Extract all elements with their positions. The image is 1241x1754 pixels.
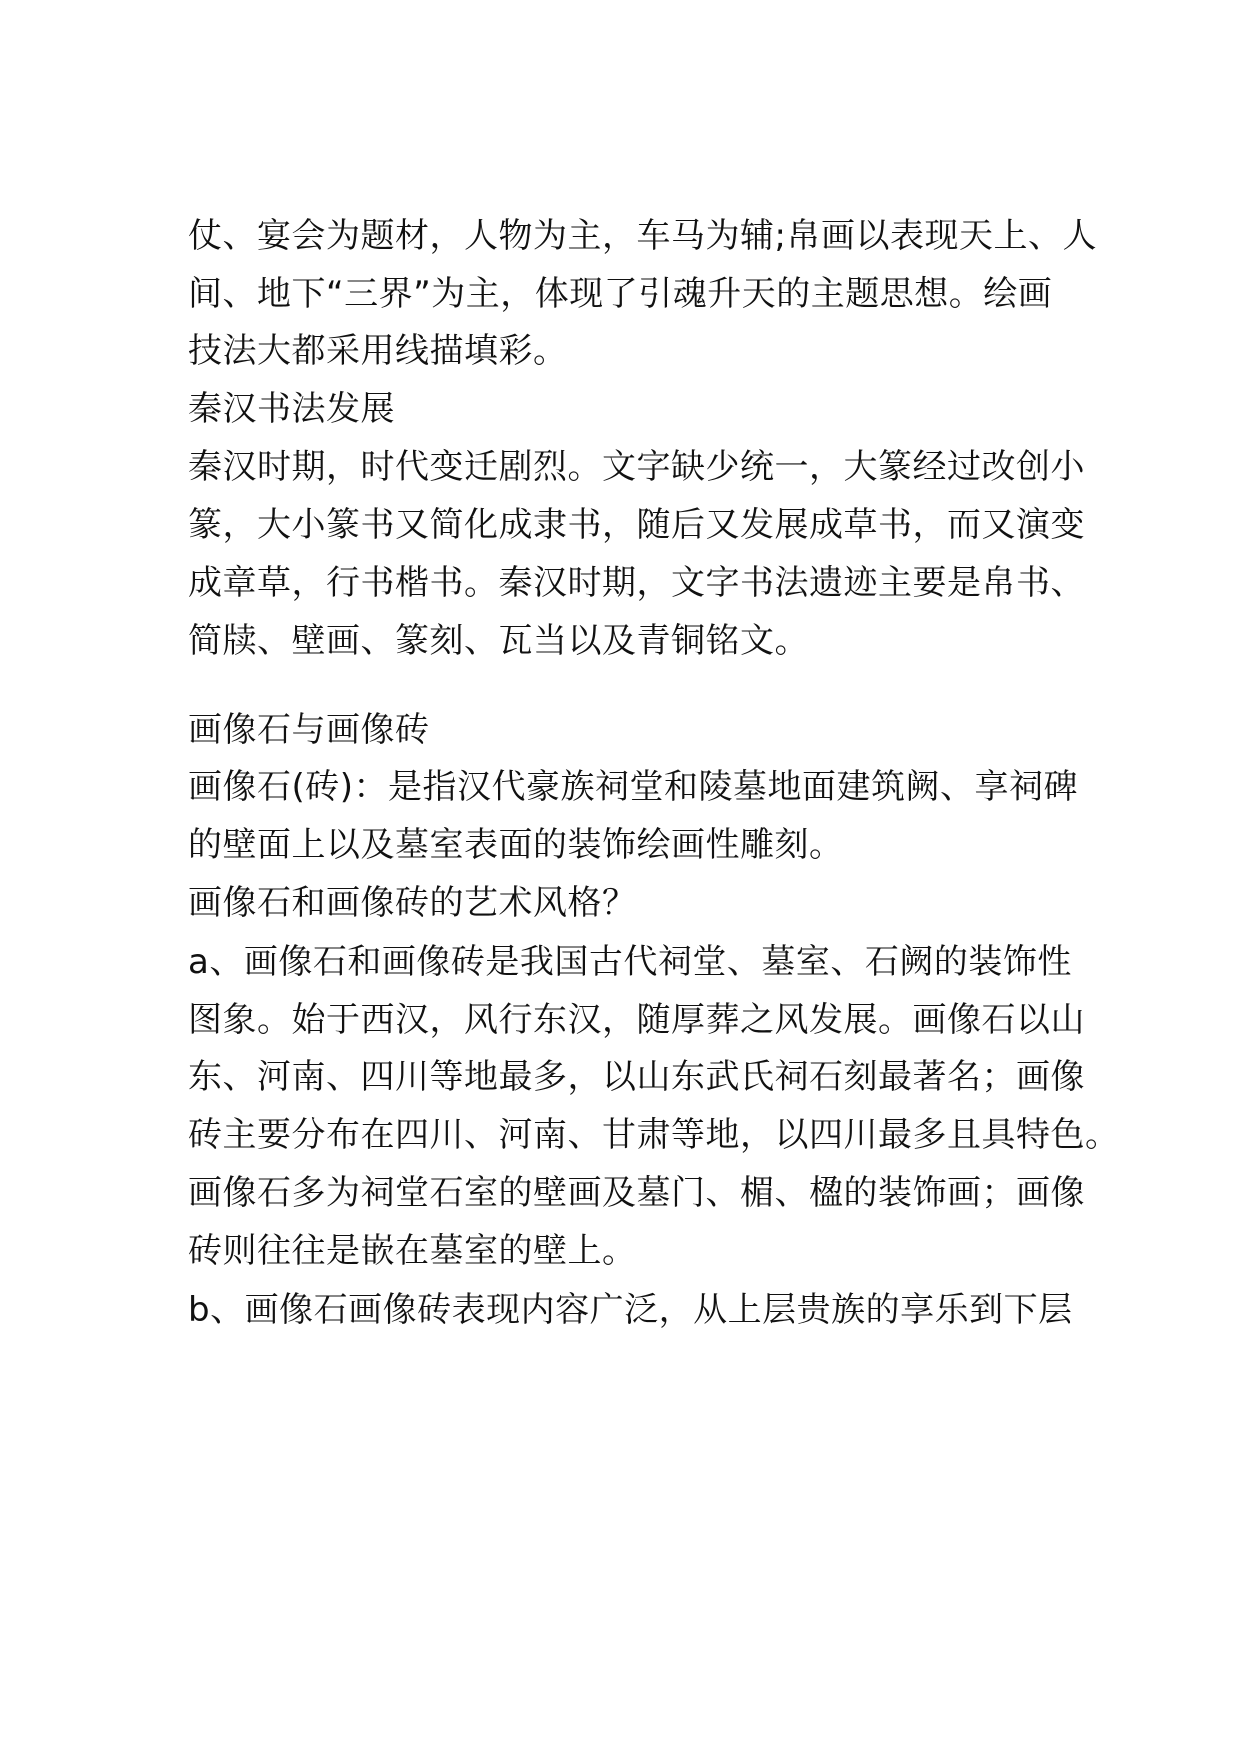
text-line: 画像石多为祠堂石室的壁画及墓门、楣、楹的装饰画；画像 xyxy=(188,1173,1085,1213)
text-line: a、画像石和画像砖是我国古代祠堂、墓室、石阙的装饰性 xyxy=(188,942,1072,982)
text-line: 篆，大小篆书又简化成隶书，随后又发展成草书，而又演变 xyxy=(188,505,1085,545)
text-line: 间、地下“三界”为主，体现了引魂升天的主题思想。绘画 xyxy=(188,274,1053,314)
section-heading: 画像石与画像砖 xyxy=(188,710,430,750)
text-line: 砖主要分布在四川、河南、甘肃等地，以四川最多且具特色。 xyxy=(188,1115,1120,1155)
text-line: 画像石(砖)：是指汉代豪族祠堂和陵墓地面建筑阙、享祠碑 xyxy=(188,767,1079,807)
section-heading: 秦汉书法发展 xyxy=(188,389,395,429)
text-line: b、画像石画像砖表现内容广泛，从上层贵族的享乐到下层 xyxy=(188,1290,1073,1330)
text-line: 技法大都采用线描填彩。 xyxy=(188,331,568,371)
text-line: 秦汉时期，时代变迁剧烈。文字缺少统一，大篆经过改创小 xyxy=(188,447,1085,487)
text-line: 砖则往往是嵌在墓室的壁上。 xyxy=(188,1231,637,1271)
text-line: 东、河南、四川等地最多，以山东武氏祠石刻最著名；画像 xyxy=(188,1057,1085,1097)
text-line: 简牍、壁画、篆刻、瓦当以及青铜铭文。 xyxy=(188,621,809,661)
text-line: 成章草，行书楷书。秦汉时期，文字书法遗迹主要是帛书、 xyxy=(188,563,1085,603)
question-line: 画像石和画像砖的艺术风格？ xyxy=(188,883,637,923)
text-line: 仗、宴会为题材，人物为主，车马为辅;帛画以表现天上、人 xyxy=(188,216,1097,256)
text-line: 图象。始于西汉，风行东汉，随厚葬之风发展。画像石以山 xyxy=(188,1000,1085,1040)
text-line: 的壁面上以及墓室表面的装饰绘画性雕刻。 xyxy=(188,825,844,865)
